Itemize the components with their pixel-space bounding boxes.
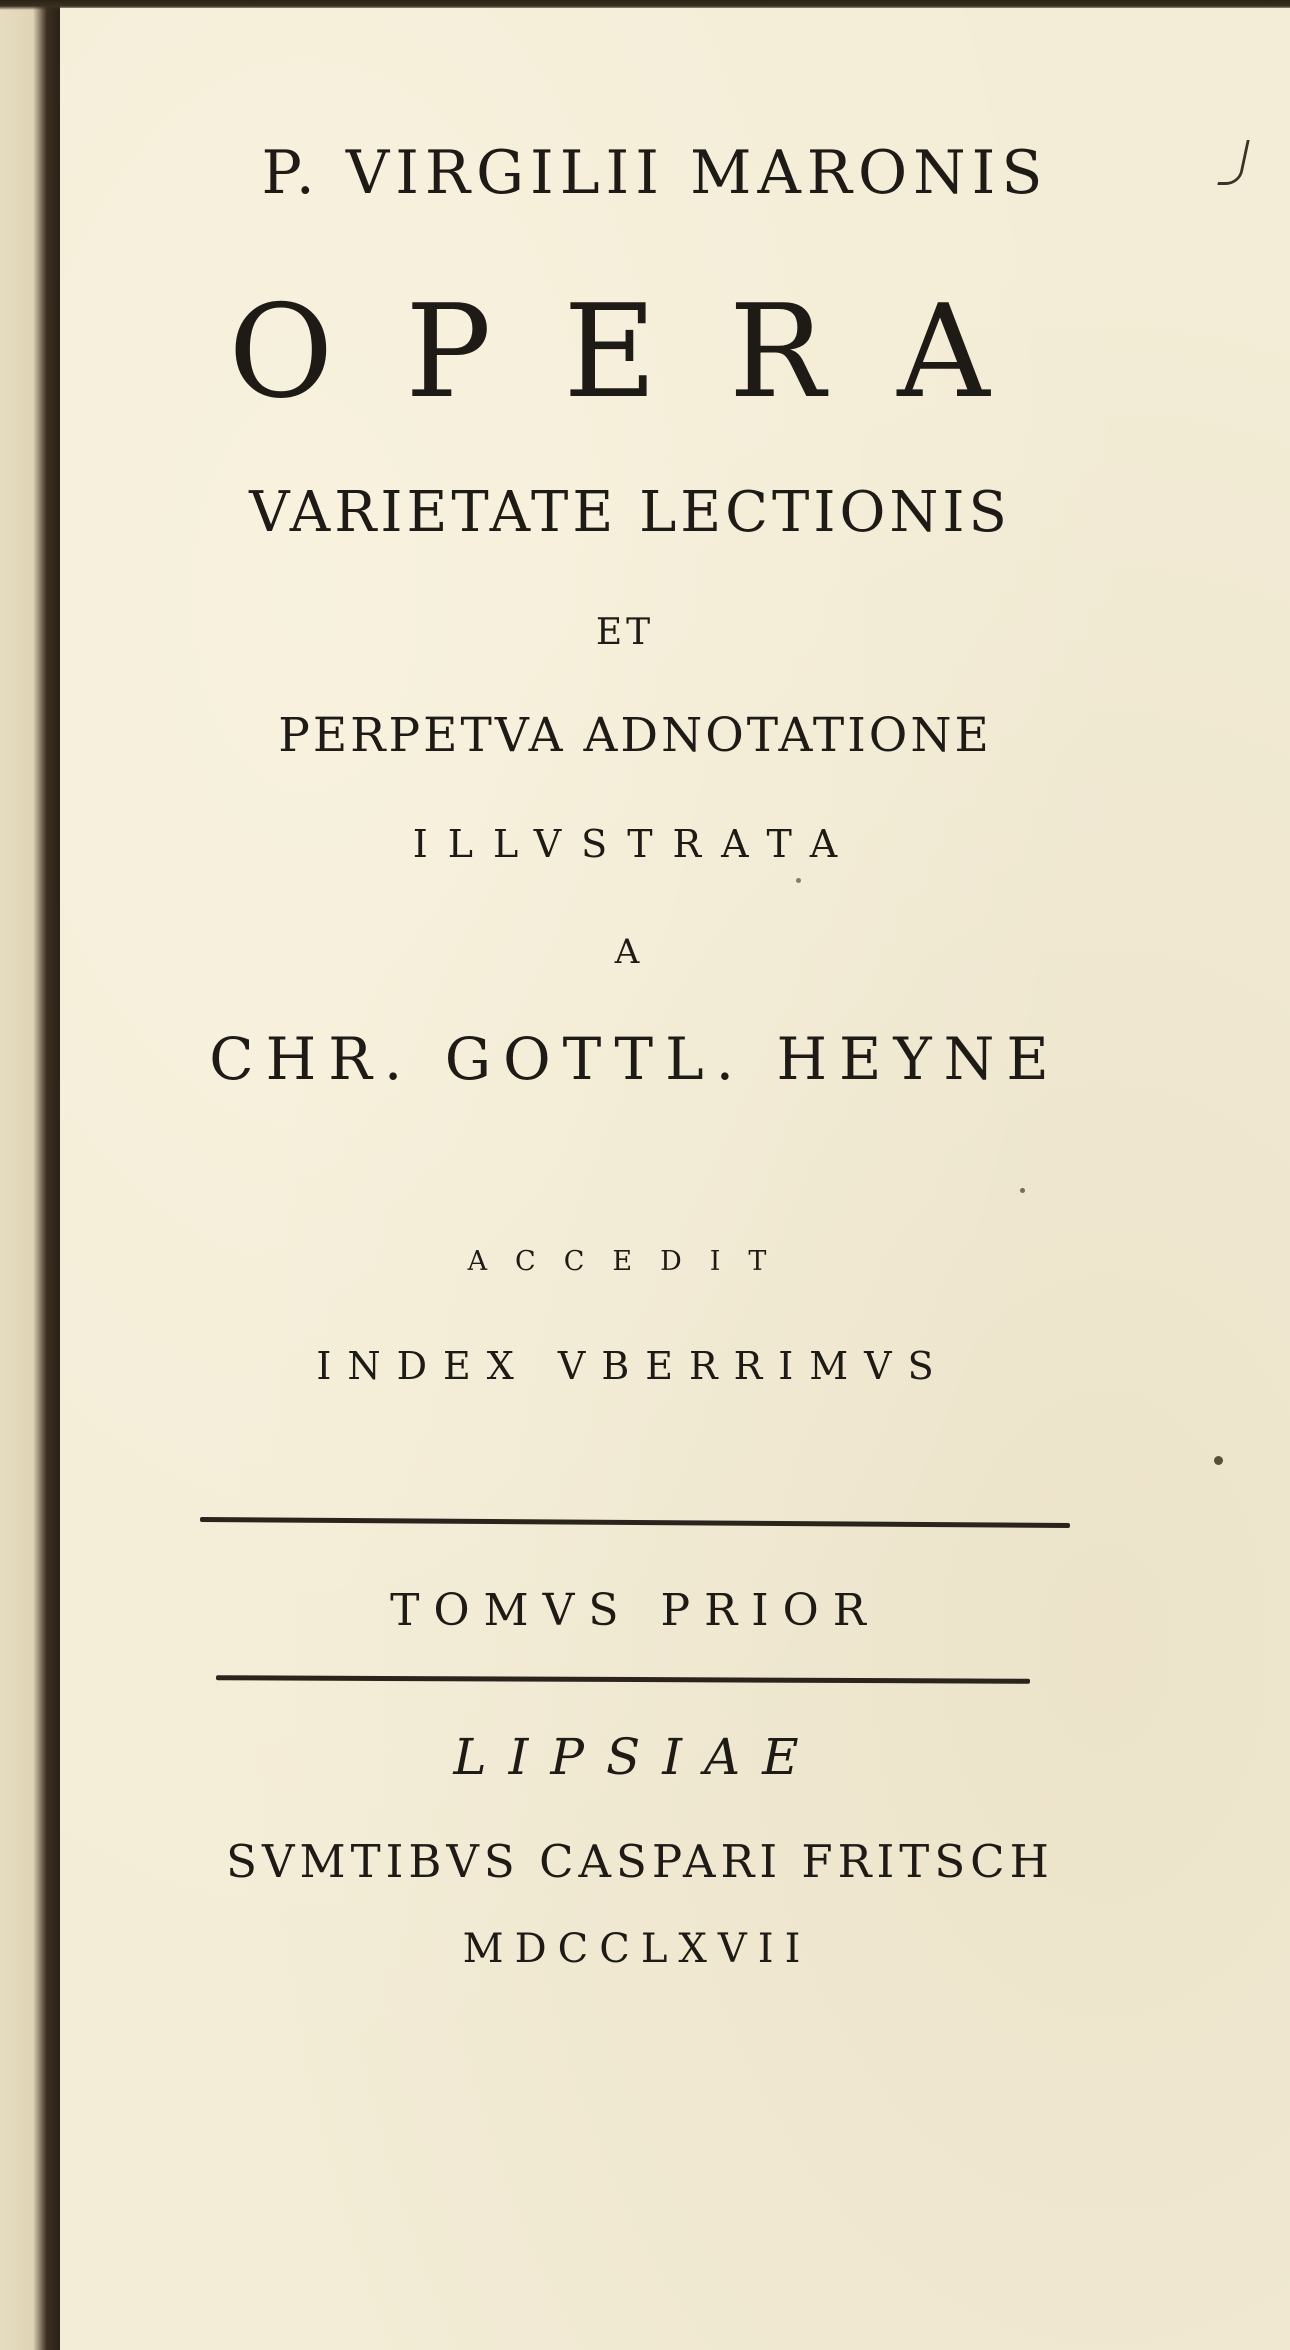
imprint-publisher: SVMTIBVS CASPARI FRITSCH <box>226 1835 1054 1888</box>
work-title: OPERA <box>228 278 1062 427</box>
accedit-line: ACCEDIT <box>467 1246 795 1277</box>
conjunction-line: ET <box>595 612 655 653</box>
author-line: P. VIRGILII MARONIS <box>261 138 1049 208</box>
imprint-year: MDCCLXVII <box>462 1926 812 1972</box>
imprint-place: LIPSIAE <box>453 1728 821 1786</box>
subtitle-line: VARIETATE LECTIONIS <box>249 480 1011 545</box>
index-line: INDEX VBERRIMVS <box>316 1344 950 1388</box>
annotation-line: PERPETVA ADNOTATIONE <box>278 708 992 763</box>
paper-speck <box>1214 1456 1223 1465</box>
editor-name: CHR. GOTTL. HEYNE <box>209 1025 1061 1093</box>
paper-speck <box>1020 1188 1025 1193</box>
paper-speck <box>796 878 801 883</box>
by-line: A <box>614 932 640 972</box>
illustrata-line: ILLVSTRATA <box>412 822 858 866</box>
volume-line: TOMVS PRIOR <box>390 1585 880 1636</box>
